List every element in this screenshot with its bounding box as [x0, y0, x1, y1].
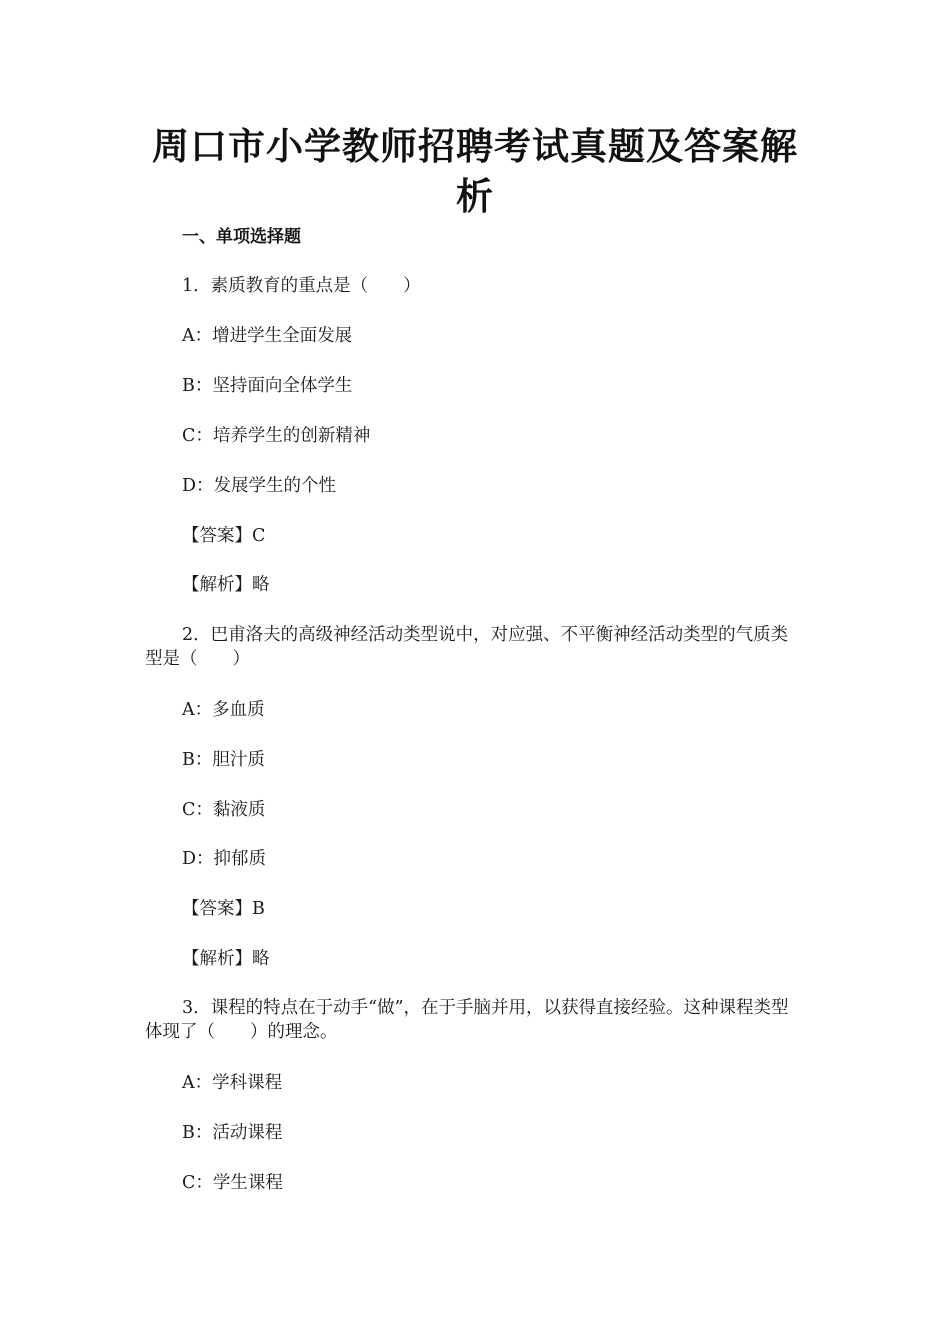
question-1-option-d: D：发展学生的个性 — [182, 476, 337, 496]
question-1-stem: 1．素质教育的重点是（ ） — [182, 276, 421, 296]
question-1-analysis: 【解析】略 — [182, 575, 270, 595]
question-2-option-b: B：胆汁质 — [182, 750, 265, 770]
question-3-option-c: C：学生课程 — [182, 1173, 283, 1193]
question-2-option-c: C：黏液质 — [182, 800, 266, 820]
question-1-option-c: C：培养学生的创新精神 — [182, 426, 371, 446]
document-title: 周口市小学教师招聘考试真题及答案解析 — [152, 125, 798, 218]
question-2-stem: 2．巴甫洛夫的高级神经活动类型说中，对应强、不平衡神经活动类型的气质类型是（ ） — [145, 625, 789, 669]
question-3-option-b: B：活动课程 — [182, 1123, 283, 1143]
question-3-option-a: A：学科课程 — [182, 1073, 283, 1093]
question-3-stem: 3．课程的特点在于动手“做”，在于手脑并用，以获得直接经验。这种课程类型体现了（ ）的理念。 — [145, 998, 789, 1042]
question-2-analysis: 【解析】略 — [182, 949, 270, 969]
section-heading: 一、单项选择题 — [182, 227, 301, 247]
question-2-answer: 【答案】B — [182, 899, 265, 919]
question-1-option-a: A：增进学生全面发展 — [182, 326, 353, 346]
question-2-option-a: A：多血质 — [182, 700, 265, 720]
question-2-option-d: D：抑郁质 — [182, 849, 267, 869]
question-1-option-b: B：坚持面向全体学生 — [182, 376, 353, 396]
question-1-answer: 【答案】C — [182, 526, 266, 546]
